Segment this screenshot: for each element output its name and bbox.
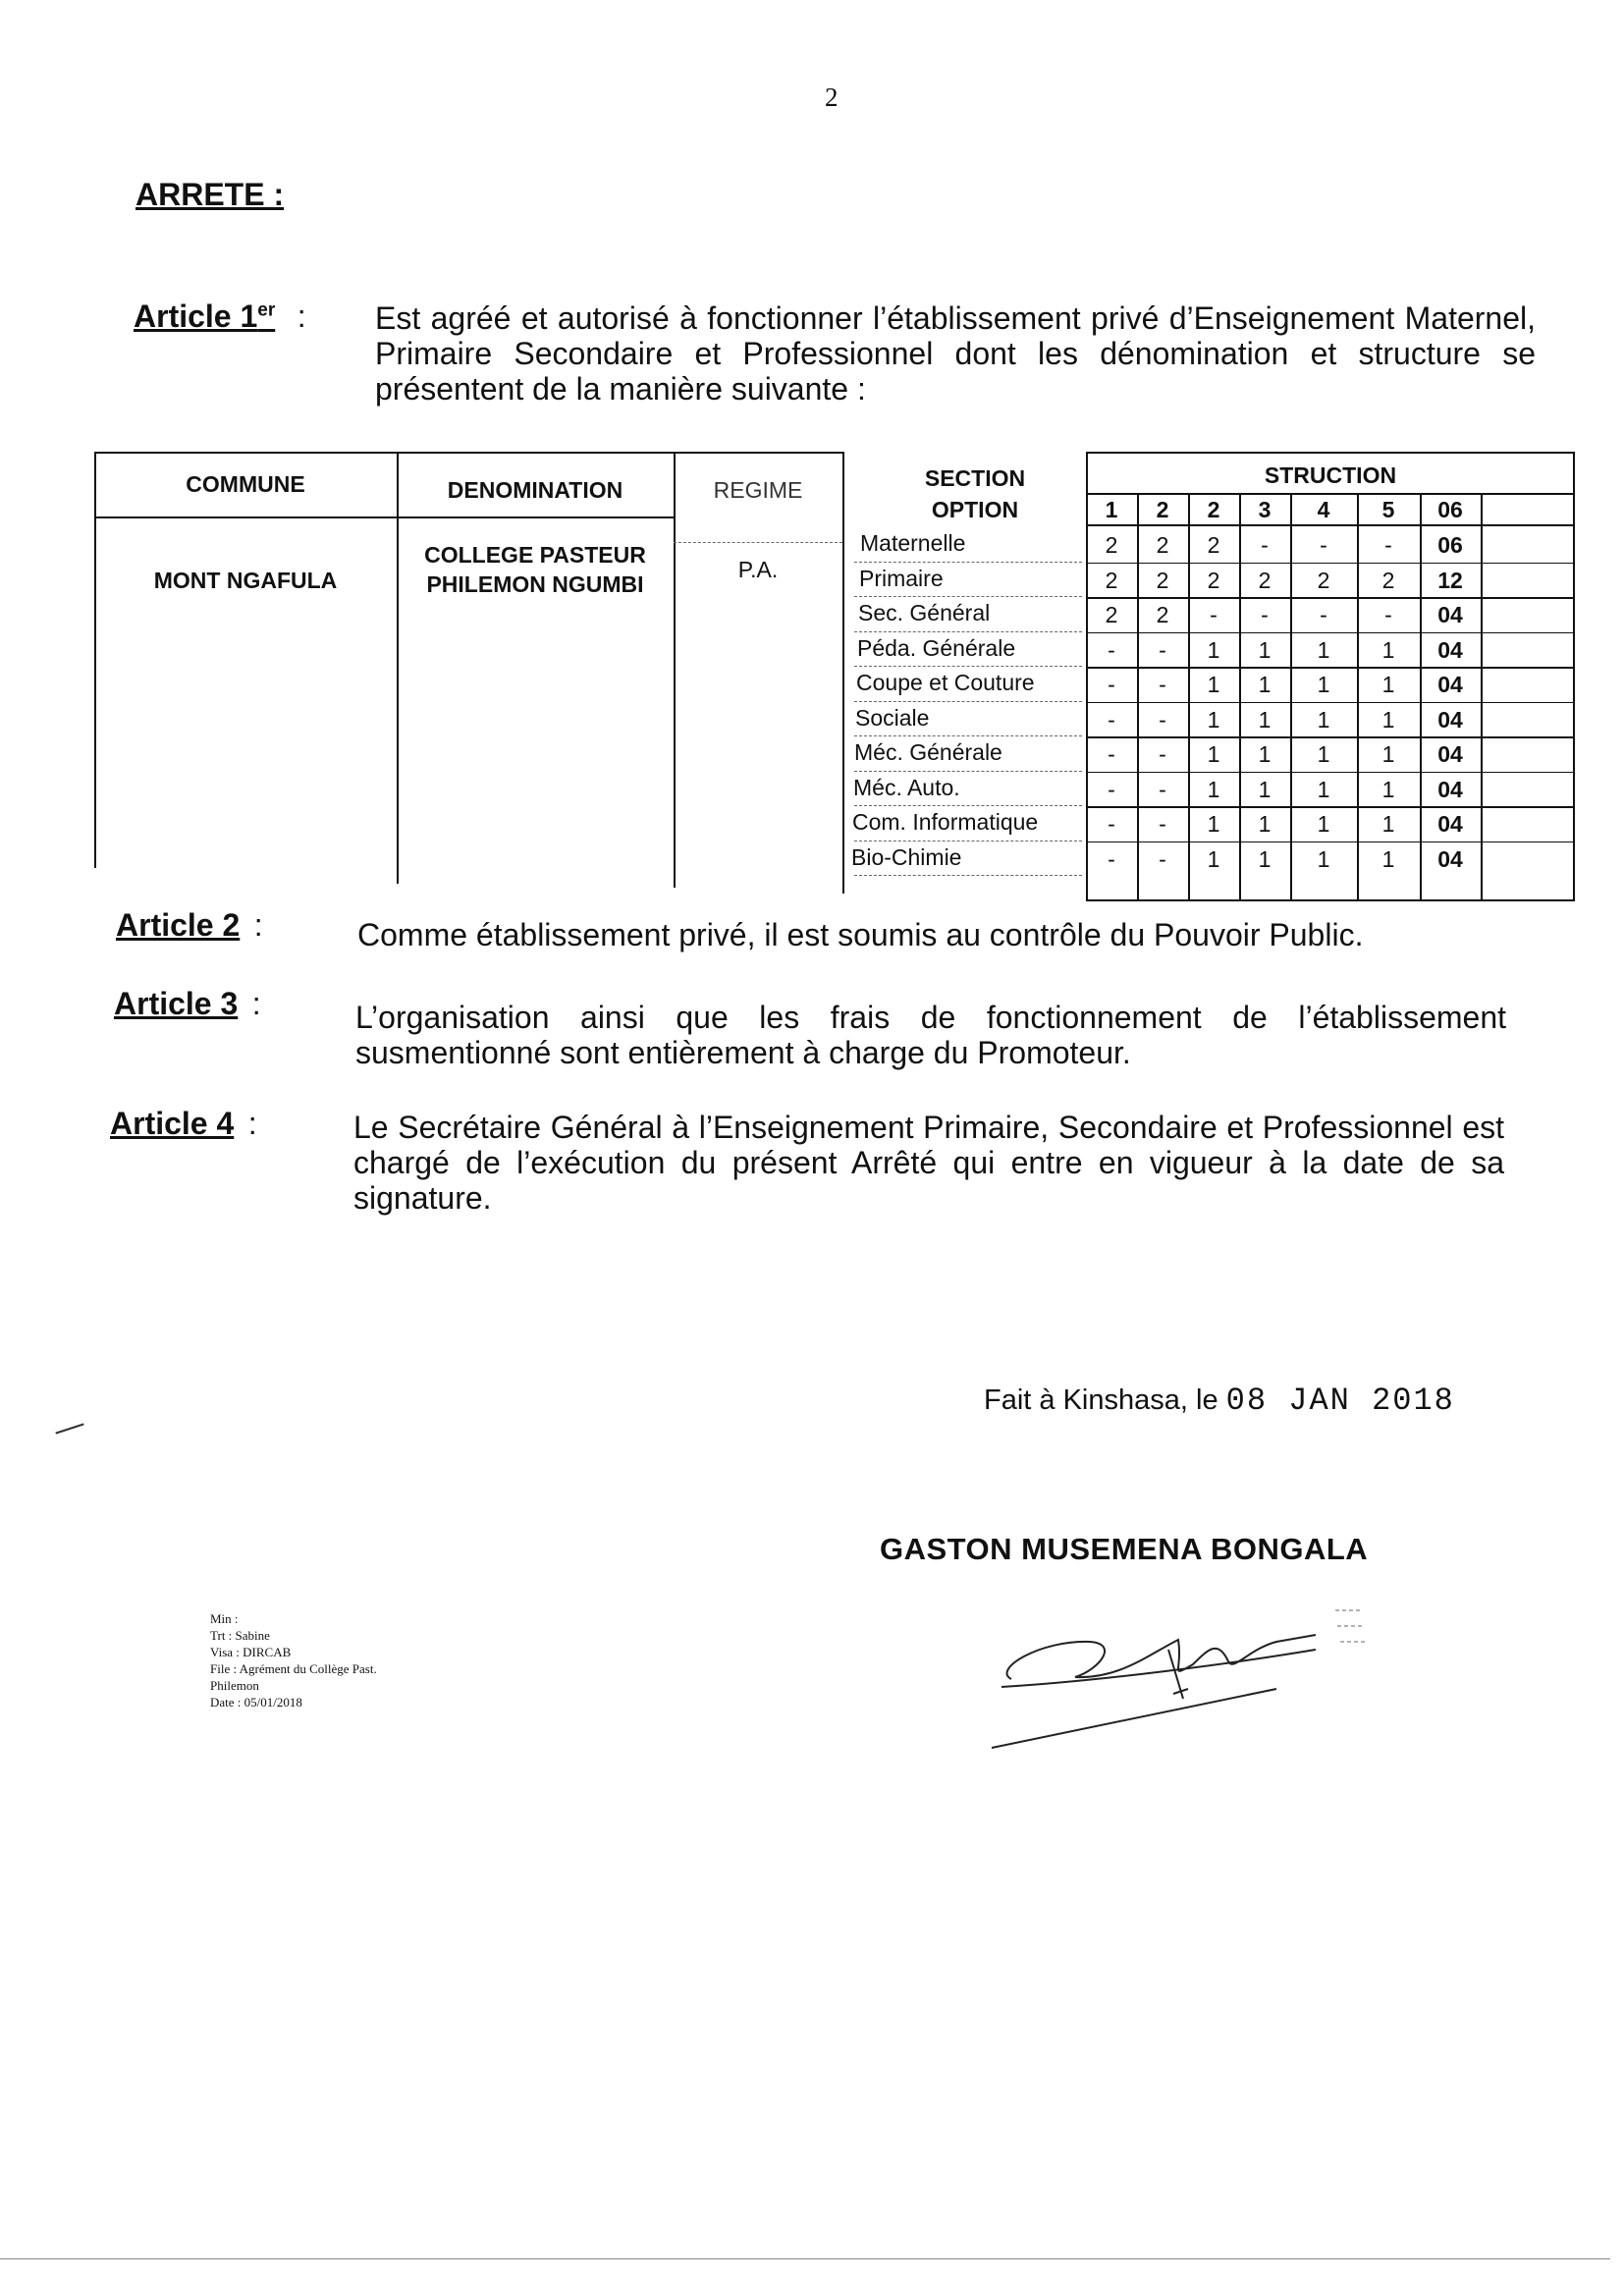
structure-value: 1 [1258,672,1272,698]
ref-line: Min : [210,1611,239,1626]
structure-value: - [1159,845,1166,872]
structure-value: - [1159,741,1166,768]
structure-value: 1 [1317,845,1330,872]
structure-value: 1 [1317,636,1330,663]
header-section: SECTION [924,464,1026,491]
article-2-text: Comme établissement privé, il est soumis au contrôle du Pouvoir Public. [357,917,1364,952]
structure-value: - [1159,636,1166,663]
option-name: Maternelle [860,530,966,556]
article-2-colon: : [253,907,263,943]
header-commune: COMMUNE [186,470,305,497]
structure-value: 2 [1381,567,1395,593]
structure-value: - [1159,776,1166,802]
structure-value: - [1384,602,1392,628]
option-name: Coupe et Couture [856,670,1035,695]
year-col-header: 06 [1437,496,1463,522]
structure-value: 2 [1156,602,1169,628]
option-name: Méc. Générale [854,739,1002,765]
structure-value: 2 [1105,567,1118,593]
structure-value: 1 [1381,845,1395,872]
year-col-header: 4 [1317,496,1330,522]
decree-heading: ARRETE : [135,177,285,212]
ref-line: Philemon [210,1678,259,1693]
structure-value: - [1108,706,1115,733]
closing-place: Fait à Kinshasa, le [984,1384,1218,1416]
structure-value: 2 [1105,602,1118,628]
structure-value: 2 [1156,532,1169,559]
structure-value: - [1108,741,1115,768]
header-denomination: DENOMINATION [447,476,623,503]
option-name: Sec. Général [858,600,991,625]
structure-value: 1 [1317,672,1330,698]
reference-block [210,1610,377,1710]
structure-value: 1 [1207,741,1220,768]
structure-value: 1 [1381,706,1395,733]
article-4-colon: : [247,1106,257,1141]
structure-value: 1 [1317,706,1330,733]
structure-value: 2 [1207,532,1220,559]
header-regime: REGIME [713,476,803,503]
structure-value: 1 [1381,776,1395,802]
header-structure: STRUCTION [1264,461,1397,488]
year-col-header: 2 [1207,496,1220,522]
year-col-header: 2 [1156,496,1169,522]
article-3-colon: : [251,986,261,1021]
structure-value: 1 [1381,741,1395,768]
row-total: 12 [1437,567,1463,593]
structure-value: - [1320,532,1327,559]
structure-value: 1 [1207,845,1220,872]
structure-value: - [1210,602,1218,628]
article-4-label-block [110,1106,257,1142]
structure-value: 2 [1207,567,1220,593]
structure-value: 1 [1381,672,1395,698]
scan-mark [55,1423,83,1434]
ref-line: Date : 05/01/2018 [210,1695,302,1710]
structure-value: 1 [1258,845,1272,872]
structure-value: 1 [1207,636,1220,663]
header-option: OPTION [931,496,1019,522]
option-name: Péda. Générale [857,634,1016,661]
structure-value: - [1159,672,1166,698]
article-2-label: Article 2 [116,907,241,943]
article-1-sup: er [257,299,276,321]
option-name: Com. Informatique [852,809,1039,835]
structure-value: - [1159,706,1166,733]
structure-value: 2 [1156,567,1169,593]
option-name: Primaire [859,565,944,591]
article-3-label: Article 3 [114,986,239,1021]
scan-edge-line [0,2258,1610,2259]
row-total: 04 [1437,741,1463,768]
structure-value: 2 [1105,532,1118,559]
article-2-label-block [116,907,263,944]
option-name: Sociale [855,704,930,731]
structure-value: 1 [1207,811,1220,838]
row-total: 04 [1437,811,1463,838]
closing-date-stamp: 08 JAN 2018 [1225,1383,1455,1419]
structure-value: - [1108,811,1115,838]
structure-value: - [1159,811,1166,838]
structure-value: 1 [1258,776,1272,802]
year-col-header: 1 [1105,496,1118,522]
structure-value: 1 [1258,636,1272,663]
row-total: 06 [1437,532,1463,559]
article-4-label: Article 4 [110,1106,235,1141]
article-1-label: Article 1er [134,299,276,334]
structure-value: - [1108,636,1115,663]
structure-value: - [1261,532,1269,559]
structure-value: - [1108,776,1115,802]
ref-line: Trt : Sabine [210,1628,270,1643]
row-total: 04 [1437,672,1463,698]
year-col-header: 5 [1381,496,1395,522]
row-total: 04 [1437,602,1463,628]
ref-line: Visa : DIRCAB [210,1645,292,1659]
closing-line [984,1383,1455,1419]
structure-value: 2 [1258,567,1272,593]
article-1-label-block [134,299,306,335]
structure-value: - [1261,602,1269,628]
year-col-header: 3 [1258,496,1272,522]
option-name: Bio-Chimie [851,843,962,870]
regime-value: P.A. [737,556,779,582]
structure-value: 1 [1381,811,1395,838]
structure-value: 1 [1258,811,1272,838]
denomination-line-2: PHILEMON NGUMBI [426,570,644,597]
structure-value: 2 [1317,567,1330,593]
option-name: Méc. Auto. [853,774,960,800]
structure-value: 1 [1258,706,1272,733]
structure-value: 1 [1207,672,1220,698]
article-1-colon: : [297,299,306,334]
structure-value: - [1108,845,1115,872]
article-3-text: L’organisation ainsi que les frais de fonctionnement de l’établissement susmentionné sont entièrement à charge du Promoteur. [355,1000,1506,1070]
structure-value: 1 [1317,741,1330,768]
structure-value: - [1320,602,1327,628]
article-1-text: Est agréé et autorisé à fonctionner l’établissement privé d’Enseignement Maternel, Primaire Secondaire et Professionnel dont les dénomination et structure se présentent de la manière suivante : [375,300,1536,407]
structure-value: 1 [1207,706,1220,733]
denomination-line-1: COLLEGE PASTEUR [424,541,646,568]
signer-name: GASTON MUSEMENA BONGALA [880,1532,1369,1566]
row-total: 04 [1437,636,1463,663]
ref-line: File : Agrément du Collège Past. [210,1661,377,1676]
structure-value: - [1384,532,1392,559]
article-4-text: Le Secrétaire Général à l’Enseignement Primaire, Secondaire et Professionnel est chargé de l’exécution du présent Arrêté qui entre en vigueur à la date de sa signature. [353,1110,1504,1216]
structure-value: 1 [1207,776,1220,802]
structure-value: - [1108,672,1115,698]
structure-value: 1 [1258,741,1272,768]
commune-value: MONT NGAFULA [153,567,338,593]
row-total: 04 [1437,776,1463,802]
establishment-table [94,452,1575,901]
page-number: 2 [825,82,839,112]
handwritten-signature [982,1571,1394,1767]
row-total: 04 [1437,706,1463,733]
structure-value: 1 [1317,776,1330,802]
structure-value: 1 [1317,811,1330,838]
structure-value: 1 [1381,636,1395,663]
row-total: 04 [1437,845,1463,872]
article-3-label-block [114,986,261,1022]
